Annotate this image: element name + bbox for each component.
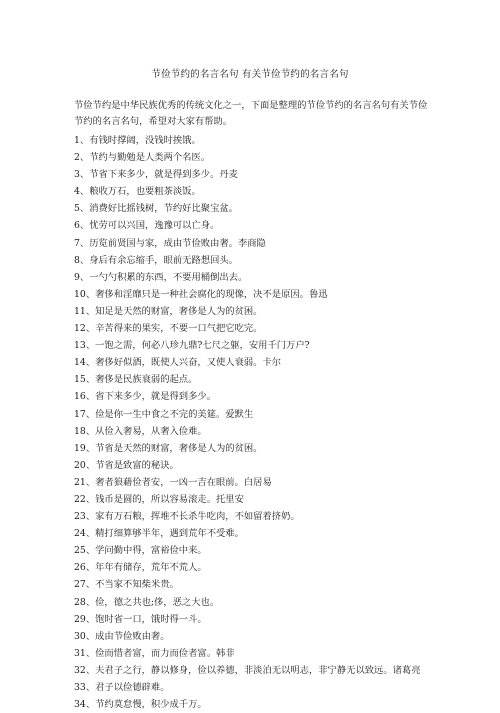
list-item: 7、历览前贤国与家，成由节俭败由奢。李商隐 bbox=[74, 237, 266, 249]
list-item: 20、节省是致富的秘诀。 bbox=[74, 459, 179, 471]
list-item: 8、身后有余忘缩手，眼前无路想回头。 bbox=[74, 254, 238, 266]
intro-paragraph: 节俭节约是中华民族优秀的传统文化之一，下面是整理的节俭节约的名言名句有关节俭节约的名言名句，希望对大家有帮助。 bbox=[74, 100, 428, 127]
list-item: 10、奢侈和淫靡只是一种社会腐化的现像，决不是原因。鲁迅 bbox=[74, 288, 328, 300]
list-item: 21、奢者狼藉俭者安，一凶一吉在眼前。白居易 bbox=[74, 476, 272, 488]
list-item: 34、节约莫怠慢，积少成千万。 bbox=[74, 699, 207, 711]
list-item: 16、省下来多少，就是得到多少。 bbox=[74, 391, 216, 403]
list-item: 5、消费好比摇钱树，节约好比聚宝盆。 bbox=[74, 203, 238, 215]
list-item: 29、饱时省一口，饿时得一斗。 bbox=[74, 613, 207, 625]
list-item: 3、节省下来多少，就是得到多少。丹麦 bbox=[74, 169, 238, 181]
list-item: 22、钱币是圆的，所以容易滚走。托里安 bbox=[74, 493, 244, 505]
list-item: 24、精打细算够半年，遇到荒年不受难。 bbox=[74, 528, 244, 540]
list-item: 32、夫君子之行，静以修身，俭以养德，非淡泊无以明志，非宁静无以致远。诸葛亮 bbox=[74, 664, 421, 676]
list-item: 25、学问勤中得，富裕俭中来。 bbox=[74, 545, 207, 557]
list-item: 15、奢侈是民族衰弱的起点。 bbox=[74, 374, 198, 386]
list-item: 14、奢侈好似酒，既使人兴奋，又使人衰弱。卡尔 bbox=[74, 357, 282, 369]
list-item: 31、俭而惜者富，而力而俭者富。韩非 bbox=[74, 647, 235, 659]
list-item: 18、从俭入奢易，从奢入俭难。 bbox=[74, 425, 207, 437]
list-item: 30、成由节俭败由奢。 bbox=[74, 630, 170, 642]
page-title: 节俭节约的名言名句 有关节俭节约的名言名句 bbox=[151, 69, 349, 80]
list-item: 4、粮收万石，也要粗茶淡饭。 bbox=[74, 186, 201, 198]
list-item: 19、节省是天然的财富，奢侈是人为的贫困。 bbox=[74, 442, 263, 454]
list-item: 11、知足是天然的财富，奢侈是人为的贫困。 bbox=[74, 305, 263, 317]
list-item: 12、辛苦得来的果实，不要一口气把它吃完。 bbox=[74, 323, 263, 335]
list-item: 17、俭是你一生中食之不完的美筵。爱默生 bbox=[74, 408, 254, 420]
list-item: 6、忧劳可以兴国，逸豫可以亡身。 bbox=[74, 220, 220, 232]
list-item: 28、俭，德之共也;侈，恶之大也。 bbox=[74, 596, 220, 608]
list-item: 33、君子以俭德辟难。 bbox=[74, 682, 170, 693]
list-item: 23、家有万石粮，挥堆不长杀牛吃肉，不如留着挤奶。 bbox=[74, 511, 300, 523]
list-item: 2、节约与勤勉是人类两个名医。 bbox=[74, 152, 211, 164]
list-item: 27、不当家不知柴米贵。 bbox=[74, 579, 179, 591]
list-item: 26、年年有储存，荒年不荒人。 bbox=[74, 562, 207, 574]
list-item: 13、一饱之需，何必八珍九鼎?七尺之躯，安用千门万户? bbox=[74, 340, 310, 352]
quote-list bbox=[74, 132, 434, 713]
list-item: 9、一勺勺积累的东西，不要用桶倒出去。 bbox=[74, 271, 248, 283]
list-item: 1、有钱时撑阔，没钱时挨饿。 bbox=[74, 135, 201, 146]
